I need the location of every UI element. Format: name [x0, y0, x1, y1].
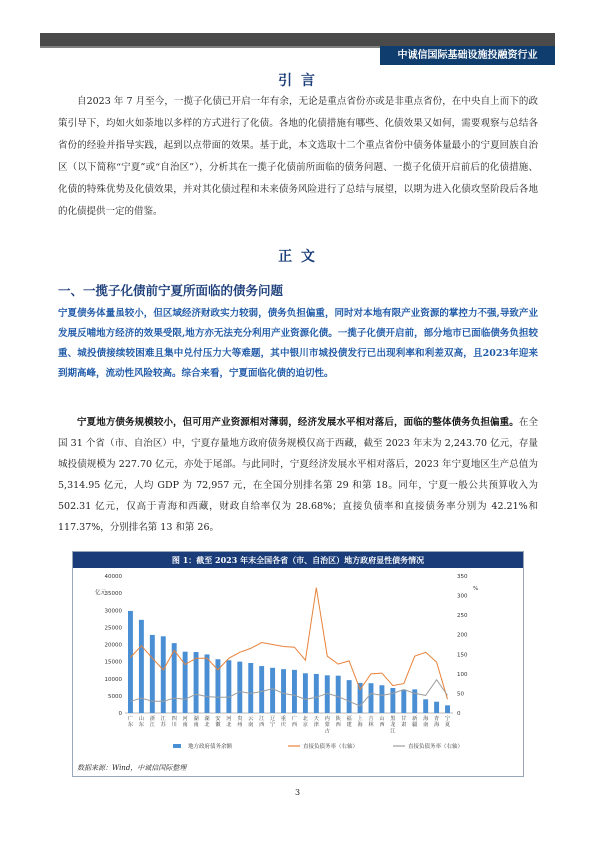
y-right-tick-label: 100	[457, 671, 468, 678]
x-tick-label: 新	[412, 716, 418, 722]
x-tick-label: 山	[379, 716, 385, 722]
x-tick-label: 内	[324, 716, 330, 722]
lead-bold: 宁夏地方债务规模较小，但可用产业资源相对薄弱，经济发展水平相对落后，面临的整体债务负担偏重。	[77, 417, 519, 428]
x-tick-label: 宁	[444, 716, 451, 722]
x-tick-label: 贵	[237, 716, 243, 722]
x-tick-label: 江	[149, 722, 155, 729]
header-rule	[40, 46, 380, 48]
x-tick-label: 苏	[160, 722, 166, 729]
x-tick-label: 北	[204, 722, 210, 729]
x-tick-label: 东	[138, 722, 145, 729]
y-left-axis-label: 亿元	[95, 590, 107, 596]
bar	[248, 663, 253, 713]
x-tick-label: 夏	[444, 722, 451, 729]
series-line	[131, 588, 448, 700]
section-summary: 宁夏债务体量虽较小，但区域经济财政实力较弱，债务负担偏重，同时对本地有限产业资源的掌控力不强,导致产业发展反哺地方经济的效果受限,地方亦无法充分利用产业资源化债。一揽子化债开启前，部分地市已面临债务负担较重、城投债接续较困难且集中兑付压力大等难题，其中银川市城投债发行已出现利率和利差双高，且2023年迎来到期高峰，流动性风险较高。综合来看，宁夏面临化债的迫切性。	[58, 308, 538, 379]
bar	[194, 652, 199, 713]
bar	[369, 683, 374, 713]
bar	[423, 699, 428, 713]
intro-title: 引 言	[278, 73, 317, 89]
x-tick-label: 建	[346, 722, 352, 729]
bar	[237, 662, 242, 713]
legend-label: 直接负债务率（右轴）	[303, 744, 359, 750]
series-line	[131, 680, 448, 706]
x-tick-label: 福	[346, 716, 352, 722]
y-left-tick-label: 30000	[104, 608, 122, 615]
bar	[215, 659, 220, 713]
x-tick-label: 青	[433, 716, 440, 722]
bar	[379, 685, 384, 713]
x-tick-label: 广	[291, 716, 298, 722]
x-tick-label: 山	[138, 716, 145, 722]
x-tick-label: 天	[313, 716, 319, 722]
y-right-tick-label: 0	[457, 711, 461, 717]
x-tick-label: 州	[237, 722, 243, 729]
x-tick-label: 津	[313, 722, 319, 729]
x-tick-label: 黑	[390, 716, 396, 722]
legend-label: 地方政府债务余额	[188, 744, 233, 750]
bar	[314, 674, 319, 713]
x-tick-label: 湖	[204, 716, 210, 722]
x-tick-label: 庆	[280, 722, 287, 729]
page-number: 3	[294, 788, 301, 797]
x-tick-label: 西	[335, 722, 341, 729]
bar	[183, 652, 188, 713]
x-tick-label: 重	[280, 716, 287, 722]
bar	[347, 680, 352, 713]
x-tick-label: 海	[423, 716, 429, 722]
x-tick-label: 北	[226, 722, 232, 729]
y-left-tick-label: 20000	[104, 642, 122, 649]
x-tick-label: 上	[357, 716, 363, 722]
x-tick-label: 云	[248, 716, 254, 722]
x-tick-label: 江	[390, 728, 396, 735]
y-right-tick-label: 50	[457, 691, 464, 698]
x-tick-label: 湖	[193, 716, 199, 722]
y-left-tick-label: 0	[118, 711, 122, 717]
x-tick-label: 京	[302, 722, 309, 729]
figure	[72, 551, 524, 777]
y-right-tick-label: 200	[457, 632, 468, 639]
bar	[401, 690, 406, 713]
lead-rest: 在全国 31 个省（市、自治区）中，宁夏存量地方政府债务规模仅高于西藏，截至 2023 年末为 2,243.70 亿元，存量城投债规模为 227.70 亿元，亦处于尾部。与此同时，宁夏经济发展水平相对落后，2023 年宁夏地区生产总值为 5,314.95 亿元，人均 GDP 为 72,957 元，在全国分别排名第 29 和第 18。同年，宁夏一般公共预算收入为 502.31 亿元，仅高于青海和西藏，财政自给率仅为 28.68%；直接负债率和直接债务率分别为 42.21%和 117.37%，分别排名第 13 和第 26。	[58, 417, 538, 533]
x-tick-label: 疆	[412, 722, 418, 729]
header-brand: 中诚信国际基础设施投融资行业	[380, 46, 555, 65]
x-tick-label: 河	[182, 716, 188, 722]
figure-source: 数据来源：Wind，中诚信国际整理	[77, 764, 187, 772]
x-tick-label: 甘	[401, 716, 407, 722]
y-right-tick-label: 350	[457, 574, 468, 580]
x-tick-label: 广	[127, 716, 134, 722]
bar	[434, 702, 439, 713]
y-left-tick-label: 40000	[104, 574, 122, 580]
intro-paragraph: 自2023 年 7 月至今，一揽子化债已开启一年有余，无论是重点省份亦或是非重点省份，在中央自上而下的政策引导下，均如火如荼地以多样的方式进行了化债。各地的化债措施有哪些、化债效果又如何，需要观察与总结各省份的经验并指导实践，起到以点带面的效果。基于此，本文选取十二个重点省份中债务体量最小的宁夏回族自治区（以下简称“宁夏”或“自治区”），分析其在一揽子化债前所面临的债务问题、一揽子化债开启前后的化债措施、化债的特殊优势及化债效果，并对其化债过程和未来债务风险进行了总结与展望，以期为进入化债攻坚阶段后各地的化债提供一定的借鉴。	[58, 96, 538, 217]
x-tick-label: 海	[357, 722, 363, 729]
bar	[303, 673, 308, 713]
y-left-tick-label: 10000	[104, 676, 122, 683]
x-tick-label: 南	[248, 722, 254, 729]
x-tick-label: 东	[127, 722, 134, 729]
x-tick-label: 吉	[368, 716, 374, 722]
x-tick-label: 西	[291, 722, 298, 729]
header-bar	[40, 33, 555, 46]
x-tick-label: 古	[324, 728, 330, 735]
bar	[281, 669, 286, 713]
bar	[270, 668, 275, 713]
y-left-tick-label: 25000	[104, 625, 122, 632]
x-tick-label: 西	[259, 722, 265, 729]
bar	[390, 688, 395, 713]
y-left-tick-label: 15000	[104, 659, 122, 666]
bar	[226, 660, 231, 713]
body-paragraph	[58, 412, 538, 538]
x-tick-label: 海	[433, 722, 440, 729]
x-tick-label: 南	[193, 722, 199, 729]
body-title: 正 文	[278, 249, 317, 265]
bar	[128, 611, 133, 713]
section-heading: 一、一揽子化债前宁夏所面临的债务问题	[58, 283, 284, 298]
x-tick-label: 南	[182, 722, 188, 729]
x-tick-label: 徽	[215, 722, 221, 729]
y-left-tick-label: 5000	[108, 693, 122, 700]
x-tick-label: 宁	[269, 722, 276, 729]
y-right-axis-label: %	[473, 586, 479, 592]
x-tick-label: 川	[171, 722, 177, 729]
legend-label: 直接负债务率（右轴）	[408, 744, 464, 750]
x-tick-label: 江	[160, 716, 166, 722]
x-tick-label: 辽	[269, 716, 276, 722]
debt-chart	[73, 568, 523, 758]
x-tick-label: 龙	[390, 722, 396, 729]
bar	[205, 654, 210, 713]
bar	[336, 676, 341, 713]
y-left-tick-label: 35000	[104, 591, 122, 598]
y-right-tick-label: 300	[457, 593, 468, 600]
x-tick-label: 浙	[149, 716, 155, 722]
y-right-tick-label: 150	[457, 652, 468, 659]
figure-title: 图 1：截至 2023 年末全国各省（市、自治区）地方政府显性债务情况	[73, 552, 523, 568]
x-tick-label: 蒙	[324, 722, 330, 729]
x-tick-label: 江	[259, 716, 265, 722]
x-tick-label: 四	[171, 716, 177, 722]
x-tick-label: 南	[423, 722, 429, 729]
bar	[292, 670, 297, 713]
x-tick-label: 林	[368, 722, 374, 729]
x-tick-label: 西	[379, 722, 385, 729]
x-tick-label: 陕	[335, 716, 341, 722]
x-tick-label: 河	[226, 716, 232, 722]
bar	[259, 666, 264, 713]
x-tick-label: 肃	[401, 722, 407, 729]
bar	[445, 705, 450, 713]
legend-swatch	[173, 744, 181, 748]
x-tick-label: 安	[215, 716, 221, 722]
y-right-tick-label: 250	[457, 613, 468, 620]
x-tick-label: 北	[302, 716, 309, 722]
